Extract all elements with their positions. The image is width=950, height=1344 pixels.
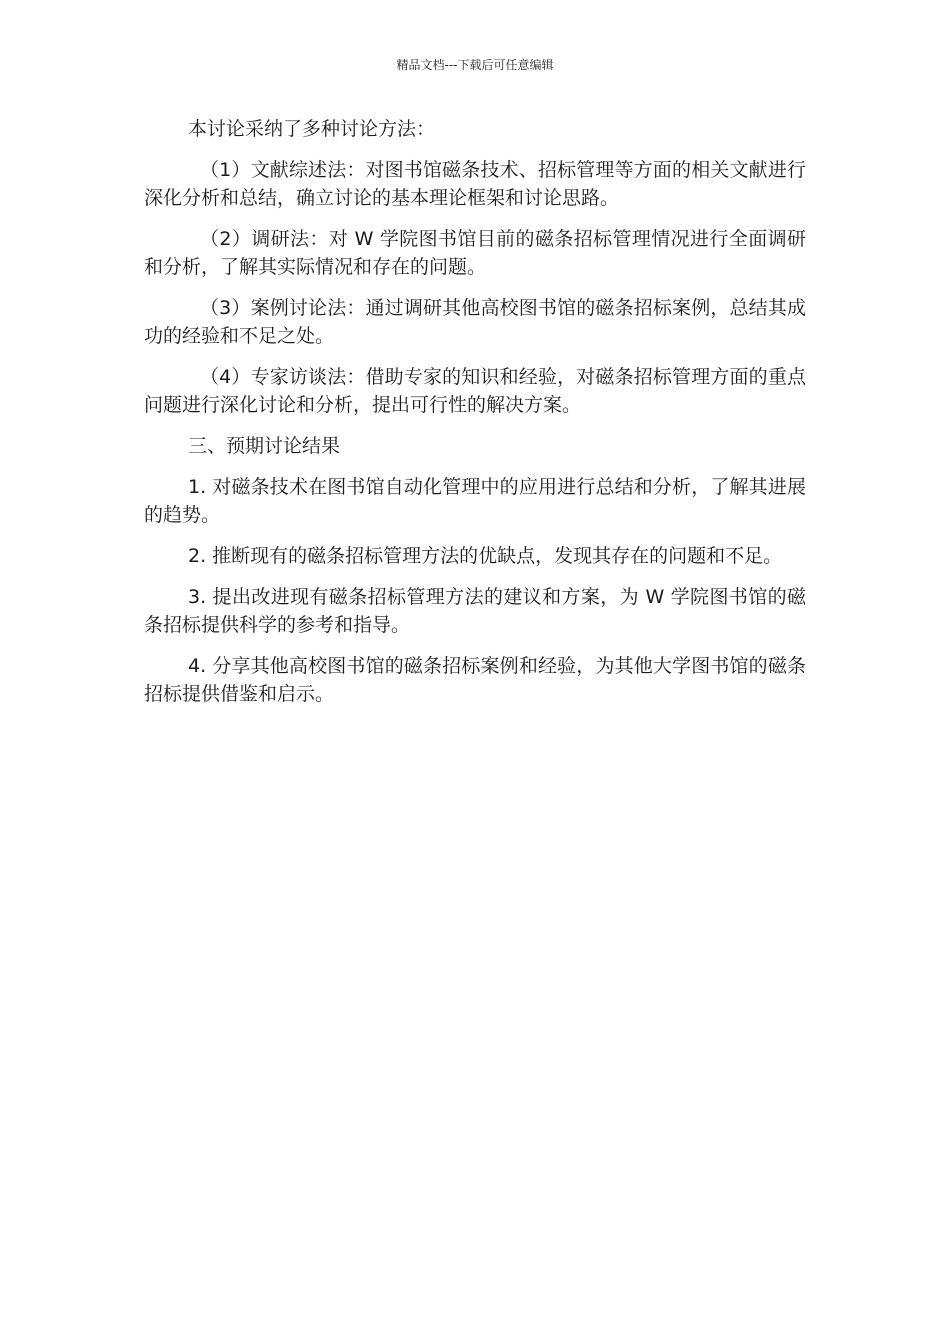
- section-heading-expected-results: 三、预期讨论结果: [188, 435, 341, 457]
- page-header: 精品文档---下载后可任意编辑: [396, 58, 554, 72]
- paragraph-result-4: 4. 分享其他高校图书馆的磁条招标案例和经验，为其他大学图书馆的磁条招标提供借鉴和启示。: [144, 655, 806, 705]
- document-body: [144, 115, 806, 721]
- paragraph-method-1: （1）文献综述法：对图书馆磁条技术、招标管理等方面的相关文献进行深化分析和总结，确立讨论的基本理论框架和讨论思路。: [144, 159, 806, 209]
- paragraph-result-2: 2. 推断现有的磁条招标管理方法的优缺点，发现其存在的问题和不足。: [188, 545, 783, 567]
- paragraph-intro: 本讨论采纳了多种讨论方法：: [188, 118, 436, 140]
- paragraph-method-3: （3）案例讨论法：通过调研其他高校图书馆的磁条招标案例，总结其成功的经验和不足之处。: [144, 297, 806, 347]
- paragraph-result-1: 1. 对磁条技术在图书馆自动化管理中的应用进行总结和分析，了解其进展的趋势。: [144, 476, 806, 526]
- paragraph-result-3: 3. 提出改进现有磁条招标管理方法的建议和方案，为 W 学院图书馆的磁条招标提供科学的参考和指导。: [144, 586, 806, 636]
- paragraph-method-4: （4）专家访谈法：借助专家的知识和经验，对磁条招标管理方面的重点问题进行深化讨论和分析，提出可行性的解决方案。: [144, 366, 806, 416]
- paragraph-method-2: （2）调研法：对 W 学院图书馆目前的磁条招标管理情况进行全面调研和分析，了解其实际情况和存在的问题。: [144, 228, 806, 278]
